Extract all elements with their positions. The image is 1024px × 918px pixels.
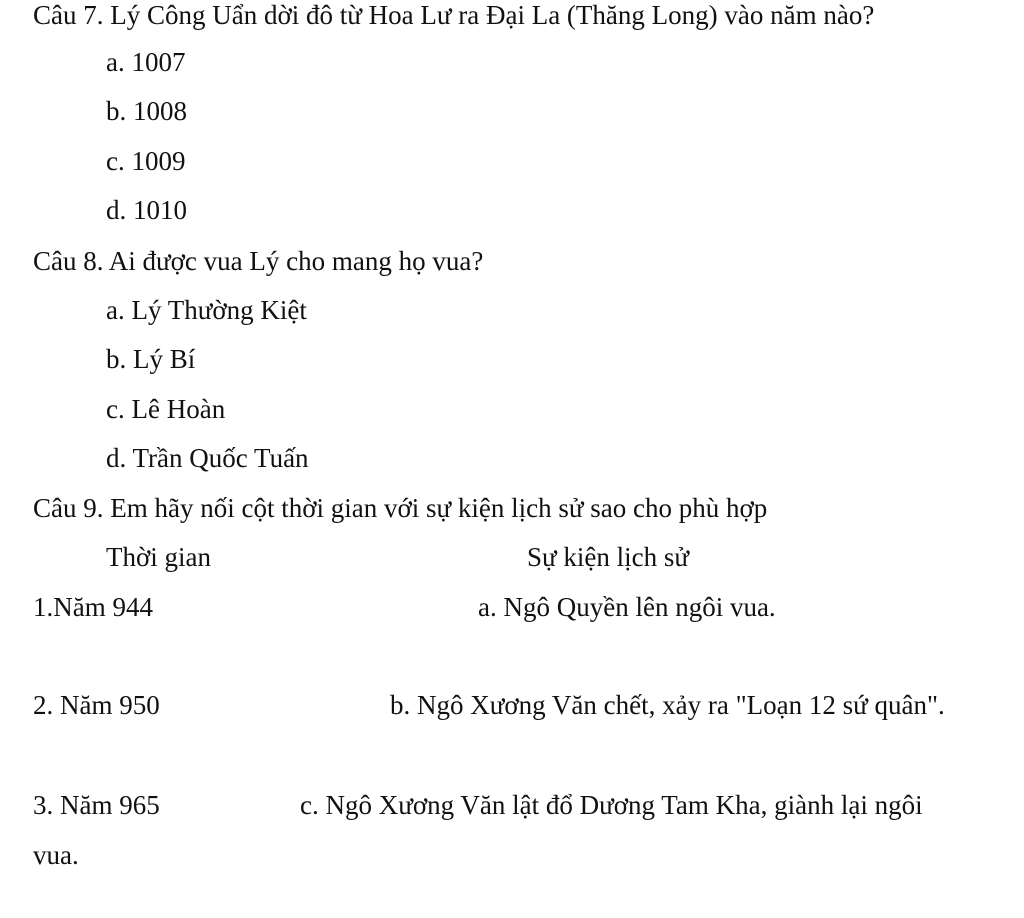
- question-7-option-b: b. 1008: [106, 96, 187, 126]
- match-event-c-continuation: vua.: [33, 840, 79, 870]
- question-7-option-c: c. 1009: [106, 146, 186, 176]
- match-time-2: 2. Năm 950: [33, 690, 160, 720]
- question-8-option-c: c. Lê Hoàn: [106, 394, 226, 424]
- question-9-prompt: Câu 9. Em hãy nối cột thời gian với sự kiện lịch sử sao cho phù hợp: [33, 493, 768, 523]
- match-event-b: b. Ngô Xương Văn chết, xảy ra "Loạn 12 sứ quân".: [390, 690, 945, 720]
- column-header-time: Thời gian: [106, 542, 212, 572]
- question-8-option-a: a. Lý Thường Kiệt: [106, 295, 307, 325]
- question-8-prompt: Câu 8. Ai được vua Lý cho mang họ vua?: [33, 246, 484, 276]
- match-time-1: 1.Năm 944: [33, 592, 153, 622]
- question-7-prompt: Câu 7. Lý Công Uẩn dời đô từ Hoa Lư ra Đại La (Thăng Long) vào năm nào?: [33, 0, 875, 30]
- question-7-option-a: a. 1007: [106, 47, 186, 77]
- match-event-c: c. Ngô Xương Văn lật đổ Dương Tam Kha, giành lại ngôi: [300, 790, 923, 820]
- column-header-event: Sự kiện lịch sử: [527, 542, 690, 572]
- match-time-3: 3. Năm 965: [33, 790, 160, 820]
- question-7-option-d: d. 1010: [106, 195, 187, 225]
- match-event-a: a. Ngô Quyền lên ngôi vua.: [478, 592, 776, 622]
- question-8-option-d: d. Trần Quốc Tuấn: [106, 443, 309, 473]
- question-8-option-b: b. Lý Bí: [106, 344, 196, 374]
